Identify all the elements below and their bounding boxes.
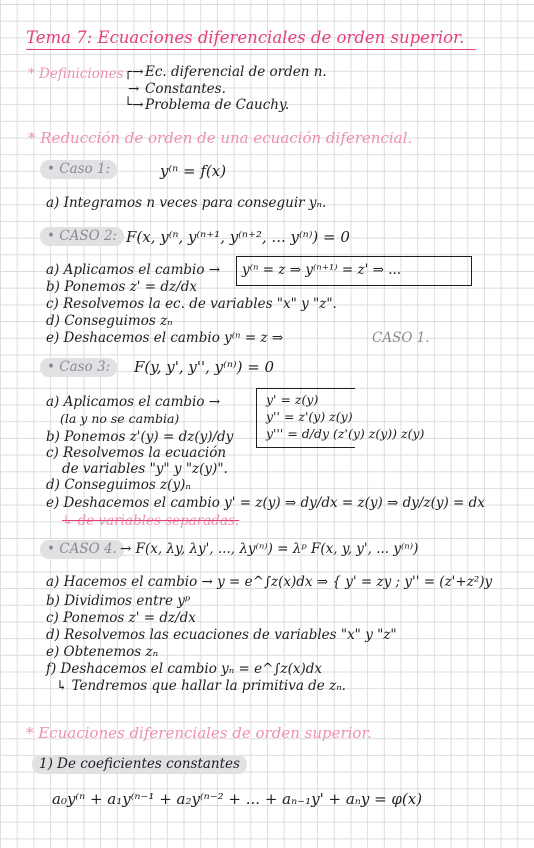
title-underline xyxy=(26,49,476,50)
caso4-step-c: c) Ponemos z' = dz/dx xyxy=(46,610,196,626)
caso4-step-d: d) Resolvemos las ecuaciones de variables "x" y "z" xyxy=(46,627,397,643)
caso3-label: • Caso 3: xyxy=(40,361,117,375)
caso4-step-a: a) Hacemos el cambio → y = e^∫z(x)dx ⇒ { y' = zy ; y'' = (z'+z²)y xyxy=(46,574,493,590)
caso3-step-b: b) Ponemos z'(y) = dz(y)/dy xyxy=(46,429,234,445)
caso2-label: • CASO 2: xyxy=(40,230,124,244)
caso2-box-text: y⁽ⁿ = z ⇒ y⁽ⁿ⁺¹⁾ = z' ⇒ ... xyxy=(242,262,402,278)
caso4-step-e: e) Obtenemos zₙ xyxy=(46,644,159,660)
coef-equation: a₀y⁽ⁿ + a₁y⁽ⁿ⁻¹ + a₂y⁽ⁿ⁻² + ... + aₙ₋₁y' + aₙy = φ(x) xyxy=(52,790,423,808)
caso3-box-line-2: y'' = z'(y) z(y) xyxy=(266,409,353,424)
definiciones-label: * Definiciones xyxy=(28,66,124,82)
caso3-step-c2: de variables "y" y "z(y)". xyxy=(62,461,228,477)
caso2-step-c: c) Resolvemos la ec. de variables "x" y "z". xyxy=(46,296,337,312)
caso2-step-a: a) Aplicamos el cambio → xyxy=(46,262,221,278)
definicion-item-1: Ec. diferencial de orden n. xyxy=(145,64,327,80)
definicion-item-2: Constantes. xyxy=(145,81,226,97)
caso3-box-line-1: y' = z(y) xyxy=(266,392,319,407)
definicion-item-3: Problema de Cauchy. xyxy=(145,97,290,113)
page-title: Tema 7: Ecuaciones diferenciales de orden superior. xyxy=(26,28,465,47)
caso3-step-e: e) Deshacemos el cambio y' = z(y) ⇒ dy/dx = z(y) ⇒ dy/z(y) = dx xyxy=(46,495,485,511)
caso2-step-e-ref: CASO 1. xyxy=(372,330,430,346)
caso3-equation: F(y, y', y'', y⁽ⁿ⁾) = 0 xyxy=(134,358,275,376)
caso3-step-e-note: ↳ de variables separadas. xyxy=(62,513,240,529)
caso4-step-g: ↳ Tendremos que hallar la primitiva de zₙ. xyxy=(56,678,346,694)
caso2-step-b: b) Ponemos z' = dz/dx xyxy=(46,279,197,295)
reduccion-title: * Reducción de orden de una ecuación diferencial. xyxy=(28,129,413,147)
caso1-equation: y⁽ⁿ = f(x) xyxy=(160,162,227,180)
caso2-step-d: d) Conseguimos zₙ xyxy=(46,313,173,329)
coef-label: 1) De coeficientes constantes xyxy=(32,758,247,772)
caso3-step-a-note: (la y no se cambia) xyxy=(60,411,180,426)
caso1-label: • Caso 1: xyxy=(40,163,117,177)
caso3-box-line-3: y''' = d/dy (z'(y) z(y)) z(y) xyxy=(266,426,425,441)
definiciones-arrow-icon-3: └→ xyxy=(124,97,144,113)
caso4-equation: → F(x, λy, λy', ..., λy⁽ⁿ⁾) = λᵖ F(x, y, y', ... y⁽ⁿ⁾) xyxy=(120,541,419,557)
caso2-equation: F(x, y⁽ⁿ, y⁽ⁿ⁺¹, y⁽ⁿ⁺², ... y⁽ⁿ⁾) = 0 xyxy=(126,228,350,246)
caso4-step-f: f) Deshacemos el cambio yₙ = e^∫z(x)dx xyxy=(46,661,322,677)
definiciones-arrow-icon-2: → xyxy=(128,81,140,97)
caso4-label: • CASO 4. xyxy=(40,543,124,557)
caso1-step-a: a) Integramos n veces para conseguir yₙ. xyxy=(46,195,327,211)
caso3-step-c: c) Resolvemos la ecuación xyxy=(46,445,227,461)
definiciones-arrow-icon: ┌→ xyxy=(124,64,144,80)
caso4-step-b: b) Dividimos entre yᵖ xyxy=(46,593,191,609)
caso3-step-a: a) Aplicamos el cambio → xyxy=(46,394,221,410)
caso2-step-e: e) Deshacemos el cambio y⁽ⁿ = z ⇒ xyxy=(46,330,284,346)
section2-title: * Ecuaciones diferenciales de orden superior. xyxy=(26,724,372,742)
caso3-step-d: d) Conseguimos z(y)ₙ xyxy=(46,477,191,493)
